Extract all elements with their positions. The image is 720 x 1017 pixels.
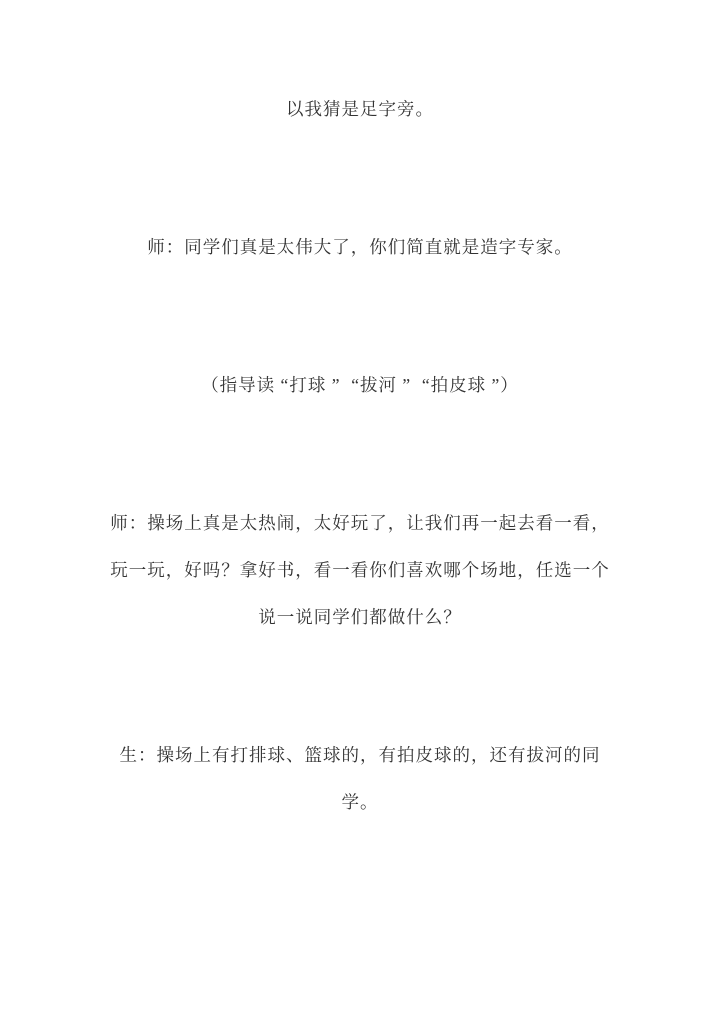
paragraph-teacher-playground — [106, 500, 614, 641]
paragraph-reading-guidance — [106, 362, 614, 409]
text-line: （指导读 “打球 ” “拔河 ” “拍皮球 ”） — [201, 375, 519, 395]
text-line: 生：操场上有打排球、篮球的，有拍皮球的，还有拔河的同 — [119, 745, 601, 765]
text-line: 玩一玩，好吗？拿好书，看一看你们喜欢哪个场地，任选一个 — [110, 560, 610, 580]
text-line: 说一说同学们都做什么？ — [258, 607, 462, 627]
text-line: 师：操场上真是太热闹，太好玩了，让我们再一起去看一看， — [110, 513, 610, 533]
paragraph-student-answer — [106, 732, 614, 826]
text-line: 学。 — [341, 792, 379, 812]
text-line: 以我猜是足字旁。 — [286, 99, 434, 119]
paragraph-teacher-praise — [106, 224, 614, 271]
text-line: 师：同学们真是太伟大了，你们简直就是造字专家。 — [147, 237, 573, 257]
paragraph-student-guess — [106, 86, 614, 133]
